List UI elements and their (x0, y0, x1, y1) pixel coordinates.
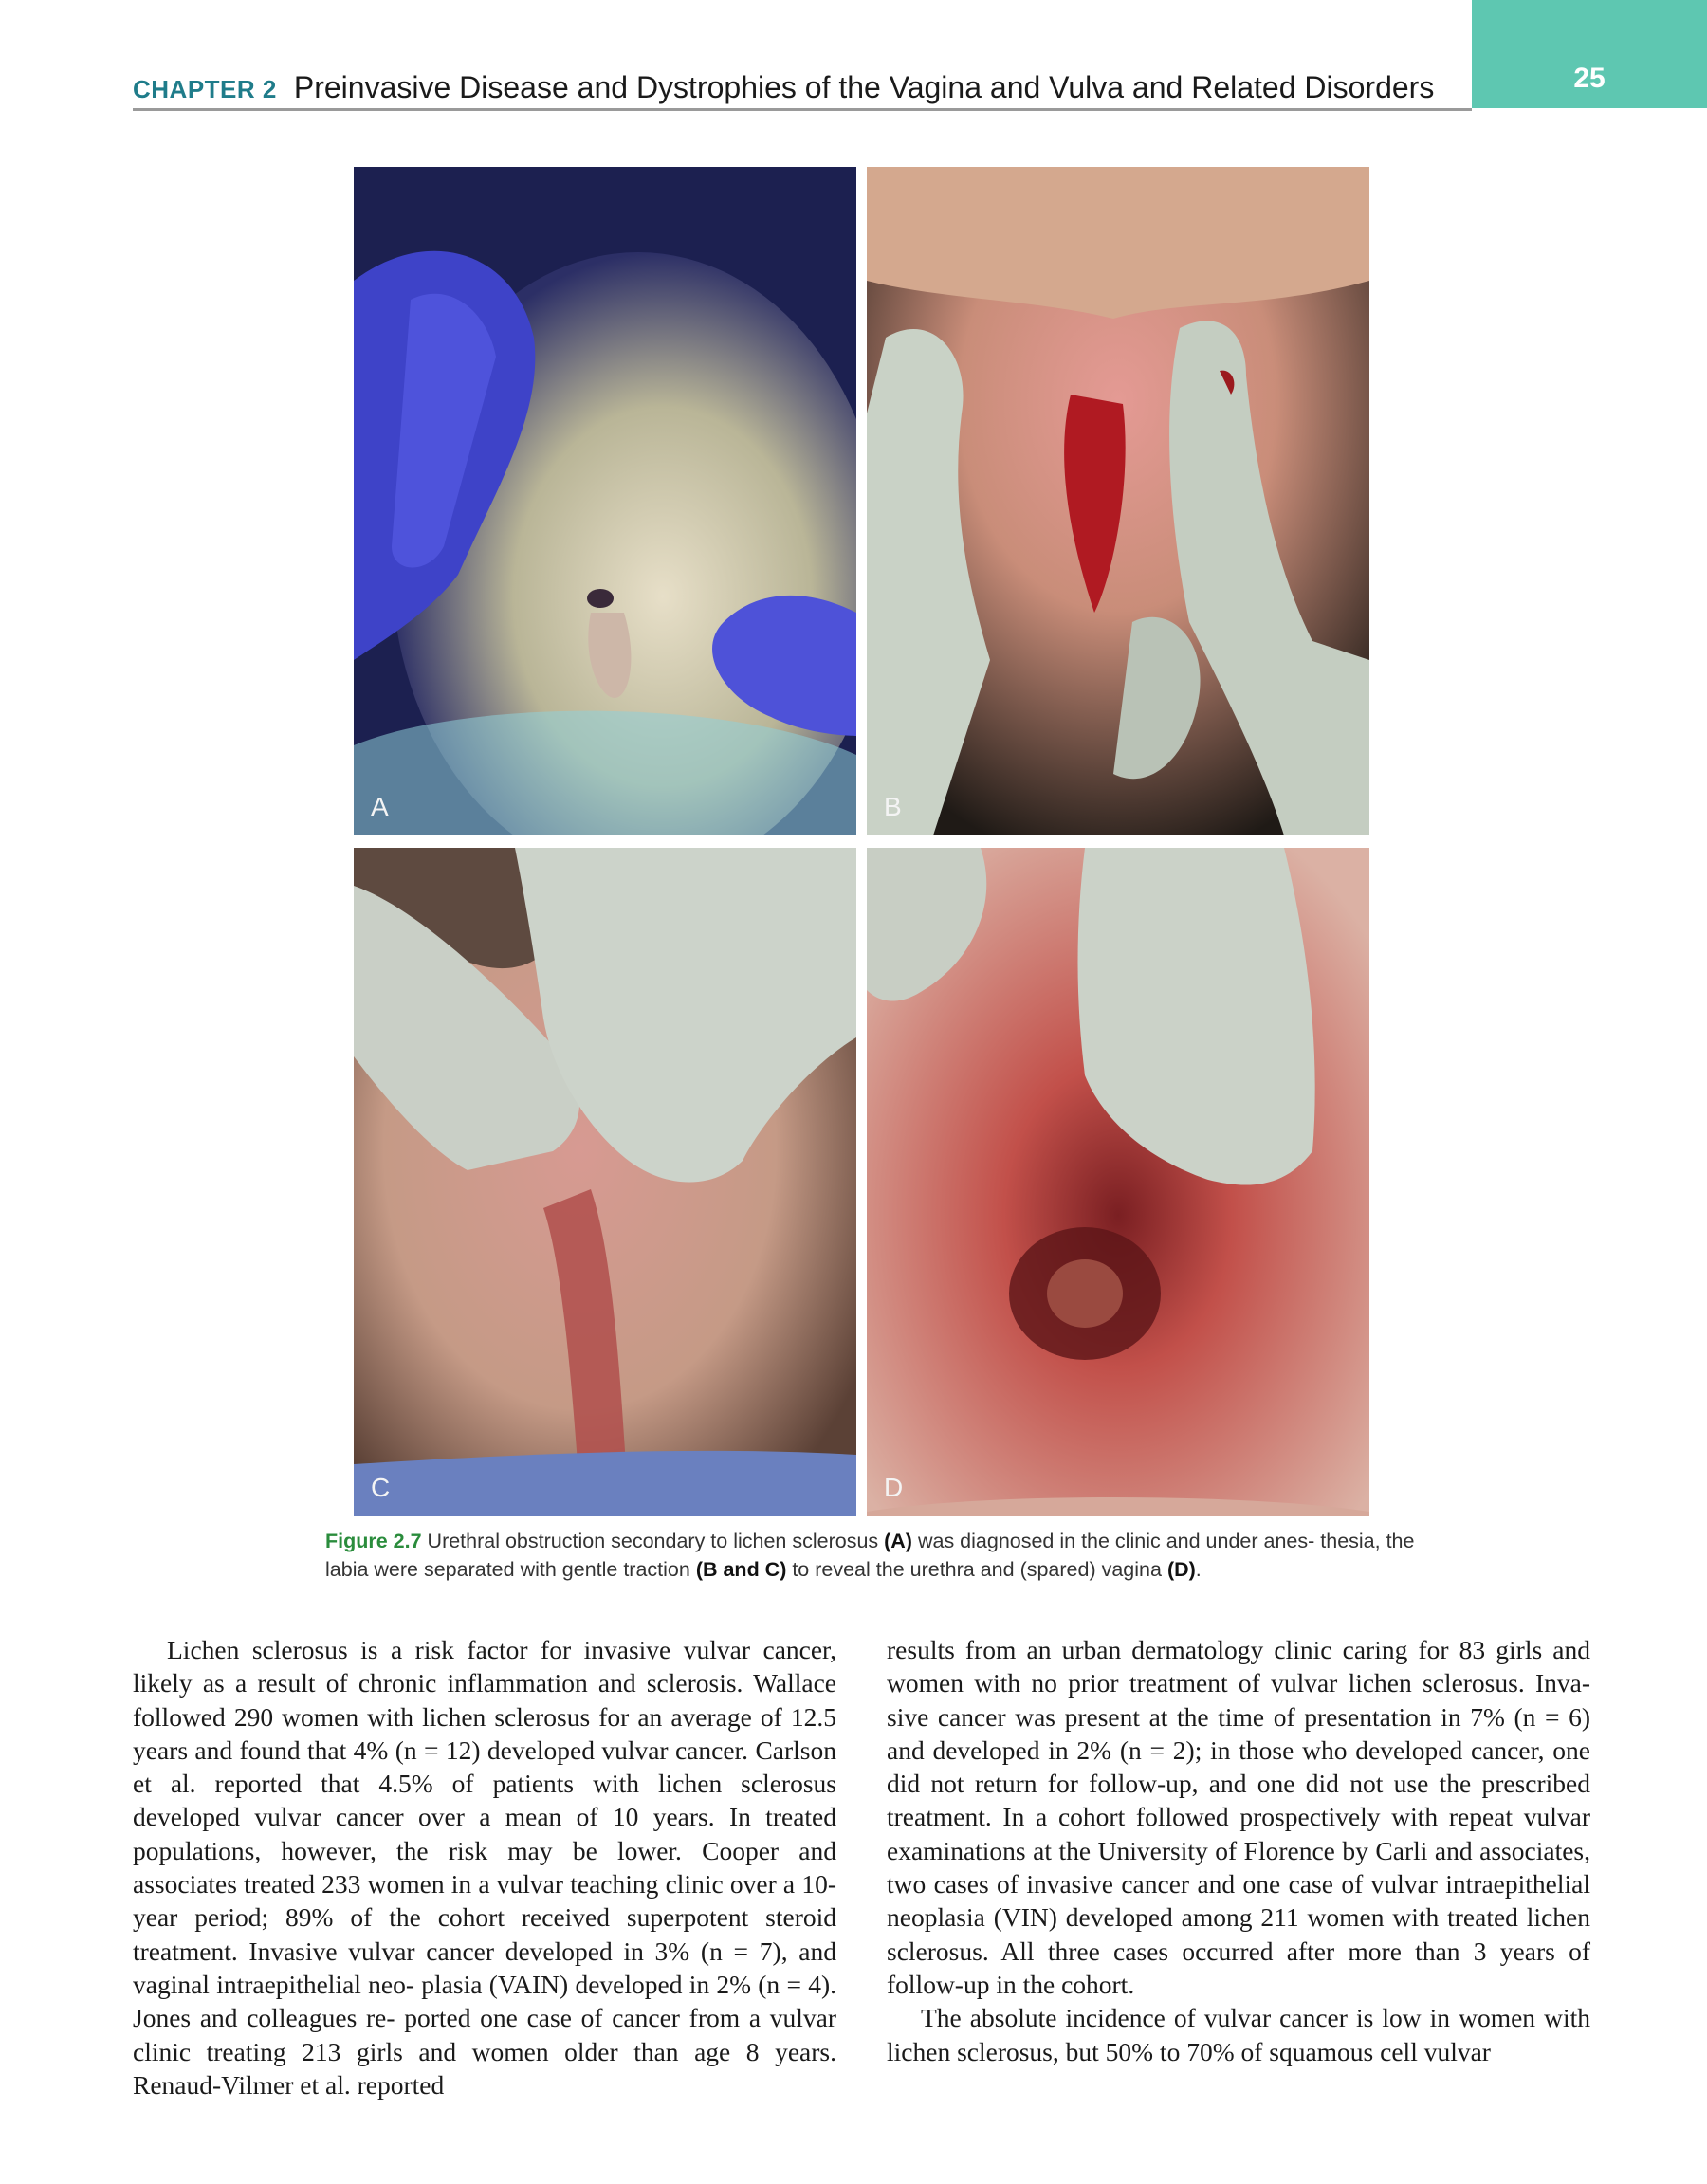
chapter-title: Preinvasive Disease and Dystrophies of the Vagina and Vulva and Related Disorders (293, 70, 1435, 104)
caption-text-1: Urethral obstruction secondary to lichen sclerosus (421, 1530, 885, 1552)
panel-label-c: C (371, 1473, 391, 1502)
body-paragraph: Lichen sclerosus is a risk factor for invasive vulvar cancer, likely as a result of chronic inflammation and sclerosis. Wallace followed 290 women with lichen sclerosus for an average of 12.5 years and found that 4% (n = 12) developed vulvar cancer. Carlson et al. reported that 4.5% of patients with lichen sclerosus developed vulvar cancer over a mean of 10 years. In treated populations, however, the risk may be lower. Cooper and associates treated 233 women in a vulvar teaching clinic over a 10-year period; 89% of the cohort received superpotent steroid treatment. Invasive vulvar cancer developed in 3% (n = 7), and vaginal intraepithelial neo- plasia (VAIN) developed in 2% (n = 4). Jones and colleagues re- ported one case of cancer from a vulvar clinic treating 213 girls and women older than age 8 years. Renaud-Vilmer et al. reported (133, 1635, 836, 2100)
page-tab (1472, 0, 1707, 108)
header-rule (133, 108, 1472, 111)
clinical-photo-a (354, 167, 856, 835)
caption-ref-d: (D) (1166, 1558, 1196, 1581)
clinical-photo-c (354, 848, 856, 1516)
figure-panel-d (867, 848, 1369, 1516)
body-column-left (133, 1633, 836, 2101)
body-paragraph: results from an urban dermatology clinic caring for 83 girls and women with no prior treatment of vulvar lichen sclerosus. Inva- sive cancer was present at the time of presentation in 7% (n = 6) and developed in 2% (n = 2); in those who developed cancer, one did not return for follow-up, and one did not use the prescribed treatment. In a cohort followed prospectively with repeat vulvar examinations at the University of Florence by Carli and associates, two cases of invasive cancer and one case of vulvar intraepithelial neoplasia (VIN) developed among 211 women with treated lichen sclerosus. All three cases occurred after more than 3 years of follow-up in the cohort. (887, 1635, 1590, 1999)
figure-panel-a (354, 167, 856, 835)
running-header (133, 70, 1472, 108)
figure-panel-c (354, 848, 856, 1516)
figure-panel-b (867, 167, 1369, 835)
figure-number: Figure 2.7 (325, 1530, 422, 1552)
caption-text-2: was diagnosed in the clinic and under anes- thesia, the labia were separated with gentle traction (325, 1530, 1415, 1581)
panel-label-a: A (371, 792, 389, 821)
caption-ref-bc: (B and C) (695, 1558, 787, 1581)
clinical-photo-b (867, 167, 1369, 835)
clinical-photo-d (867, 848, 1369, 1516)
caption-ref-a: (A) (884, 1530, 912, 1552)
panel-label-d: D (884, 1473, 904, 1502)
chapter-label: CHAPTER 2 (133, 75, 277, 103)
caption-text-3: to reveal the urethra and (spared) vagina (786, 1558, 1167, 1581)
figure-caption (325, 1527, 1416, 1584)
caption-text-4: . (1195, 1558, 1202, 1581)
panel-label-b: B (884, 792, 902, 821)
body-paragraph: The absolute incidence of vulvar cancer is low in women with lichen sclerosus, but 50% to 70% of squamous cell vulvar (887, 2003, 1590, 2066)
body-column-right (887, 1633, 1590, 2068)
page-number: 25 (1573, 63, 1606, 94)
